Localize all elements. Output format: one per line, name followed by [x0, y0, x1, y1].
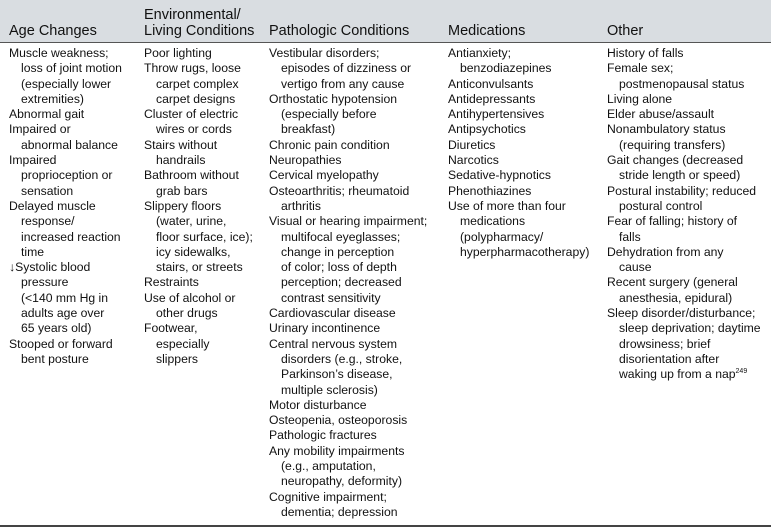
- entry-line: handrails: [156, 153, 206, 168]
- footnote-reference: 249: [735, 368, 748, 376]
- risk-factor-entry: [269, 46, 445, 92]
- entry-line: Urinary incontinence: [269, 321, 381, 336]
- risk-factor-entry: [9, 199, 139, 260]
- entry-line: Elder abuse/assault: [607, 107, 715, 122]
- entry-line: Phenothiazines: [448, 183, 532, 198]
- entry-line: anesthesia, epidural): [619, 290, 733, 305]
- entry-line: arthritis: [281, 198, 321, 213]
- entry-line: contrast sensitivity: [281, 290, 381, 305]
- header-other: [607, 0, 767, 42]
- risk-factor-entry: [607, 122, 771, 153]
- entry-line: Antihypertensives: [448, 107, 545, 122]
- column-age-changes: [9, 46, 139, 367]
- entry-line: especially: [156, 336, 210, 351]
- entry-line: Abnormal gait: [9, 107, 85, 122]
- risk-factor-entry: [607, 184, 771, 215]
- risk-factor-entry: [9, 122, 139, 153]
- entry-line: adults age over: [21, 306, 105, 321]
- entry-line: (especially lower: [21, 76, 112, 91]
- risk-factor-entry: [269, 444, 445, 490]
- entry-line: postural control: [619, 198, 703, 213]
- column-medications: [448, 46, 604, 260]
- column-other: [607, 46, 771, 383]
- risk-factor-entry: [269, 428, 445, 443]
- entry-line: drowsiness; brief: [619, 336, 711, 351]
- entry-line: sensation: [21, 183, 74, 198]
- entry-line: breakfast): [281, 122, 336, 137]
- header-line: Pathologic Conditions: [269, 23, 410, 39]
- entry-line: Fear of falling; history of: [607, 214, 738, 229]
- entry-line: Stairs without: [144, 137, 218, 152]
- header-line: Environmental/: [144, 7, 241, 23]
- risk-factor-entry: [269, 337, 445, 398]
- entry-line: vertigo from any cause: [281, 76, 405, 91]
- entry-line: Cluster of electric: [144, 107, 239, 122]
- entry-line: change in perception: [281, 244, 395, 259]
- risk-factor-entry: [269, 184, 445, 215]
- entry-line: Sedative-hypnotics: [448, 168, 551, 183]
- entry-line: neuropathy, deformity): [281, 474, 403, 489]
- risk-factor-entry: [607, 107, 771, 122]
- risk-factor-entry: [448, 184, 604, 199]
- entry-line: disorders (e.g., stroke,: [281, 351, 403, 366]
- risk-factor-entry: [607, 153, 771, 184]
- entry-line: Motor disturbance: [269, 397, 367, 412]
- entry-line: icy sidewalks,: [156, 244, 231, 259]
- entry-line: Vestibular disorders;: [269, 46, 380, 60]
- entry-line: Nonambulatory status: [607, 122, 726, 137]
- entry-line: (<140 mm Hg in: [21, 290, 109, 305]
- risk-factor-entry: [269, 490, 445, 521]
- risk-factor-entry: [607, 245, 771, 276]
- entry-line: other drugs: [156, 306, 218, 321]
- entry-line: increased reaction: [21, 229, 121, 244]
- entry-line: Use of alcohol or: [144, 290, 236, 305]
- risk-factor-entry: [448, 153, 604, 168]
- entry-line: History of falls: [607, 46, 684, 60]
- risk-factor-entry: [144, 291, 268, 322]
- entry-line: (especially before: [281, 107, 377, 122]
- entry-line: Restraints: [144, 275, 199, 290]
- entry-line: Sleep disorder/disturbance;: [607, 306, 756, 321]
- entry-line: Impaired or: [9, 122, 71, 137]
- header-line: Living Conditions: [144, 23, 255, 39]
- entry-line: wires or cords: [156, 122, 232, 137]
- entry-line: perception; decreased: [281, 275, 402, 290]
- entry-line: Osteopenia, osteoporosis: [269, 413, 408, 428]
- entry-line: Antipsychotics: [448, 122, 526, 137]
- risk-factor-entry: [9, 107, 139, 122]
- entry-line: floor surface, ice);: [156, 229, 253, 244]
- entry-line: falls: [619, 229, 641, 244]
- risk-factor-entry: [144, 46, 268, 61]
- header-line: Other: [607, 23, 644, 39]
- entry-line: carpet complex: [156, 76, 239, 91]
- entry-line: cause: [619, 260, 652, 275]
- entry-line: response/: [21, 214, 75, 229]
- entry-line: Dehydration from any: [607, 244, 724, 259]
- entry-line: Stooped or forward: [9, 336, 113, 351]
- risk-factor-entry: [269, 92, 445, 138]
- risk-factor-entry: [607, 61, 771, 92]
- header-pathologic: [269, 0, 444, 42]
- entry-line: stride length or speed): [619, 168, 741, 183]
- entry-line: Female sex;: [607, 61, 674, 76]
- entry-line: hyperpharmacotherapy): [460, 244, 590, 259]
- entry-line: Cardiovascular disease: [269, 306, 396, 321]
- risk-factor-entry: [448, 168, 604, 183]
- entry-line: (requiring transfers): [619, 137, 726, 152]
- entry-line: Antianxiety;: [448, 46, 512, 60]
- risk-factor-entry: [144, 168, 268, 199]
- entry-line: 65 years old): [21, 321, 92, 336]
- entry-line: Anticonvulsants: [448, 76, 534, 91]
- entry-line: Chronic pain condition: [269, 137, 390, 152]
- entry-line: Poor lighting: [144, 46, 212, 60]
- header-line: Medications: [448, 23, 526, 39]
- risk-factor-entry: [448, 138, 604, 153]
- risk-factor-entry: [144, 107, 268, 138]
- entry-line: Impaired: [9, 153, 57, 168]
- risk-factor-entry: [607, 306, 771, 382]
- risk-factor-entry: [607, 46, 771, 61]
- entry-line: ↓Systolic blood: [9, 260, 91, 275]
- entry-line: Cognitive impairment;: [269, 489, 387, 504]
- entry-line: grab bars: [156, 183, 208, 198]
- risk-factor-entry: [607, 275, 771, 306]
- entry-line: slippers: [156, 351, 198, 366]
- entry-line: Postural instability; reduced: [607, 183, 757, 198]
- entry-line: Orthostatic hypotension: [269, 91, 398, 106]
- entry-line: pressure: [21, 275, 69, 290]
- header-environmental: [144, 0, 264, 42]
- risk-factor-entry: [9, 337, 139, 368]
- risk-factor-entry: [269, 398, 445, 413]
- entry-line: bent posture: [21, 351, 89, 366]
- risk-factor-entry: [269, 306, 445, 321]
- risk-factor-entry: [144, 61, 268, 107]
- entry-line: (water, urine,: [156, 214, 227, 229]
- column-environmental: [144, 46, 268, 367]
- entry-line: Parkinson’s disease,: [281, 367, 393, 382]
- risk-factor-entry: [269, 153, 445, 168]
- risk-factor-entry: [144, 321, 268, 367]
- entry-line: sleep deprivation; daytime: [619, 321, 761, 336]
- risk-factor-entry: [9, 46, 139, 107]
- entry-line: Antidepressants: [448, 91, 536, 106]
- entry-line: Recent surgery (general: [607, 275, 738, 290]
- risk-factor-entry: [448, 46, 604, 77]
- entry-line: Pathologic fractures: [269, 428, 377, 443]
- entry-line: Visual or hearing impairment;: [269, 214, 428, 229]
- risk-factor-entry: [448, 122, 604, 137]
- entry-line: proprioception or: [21, 168, 113, 183]
- entry-line: episodes of dizziness or: [281, 61, 412, 76]
- entry-line: loss of joint motion: [21, 61, 122, 76]
- header-line: Age Changes: [9, 23, 97, 39]
- entry-line: Narcotics: [448, 153, 499, 168]
- entry-line: disorientation after: [619, 351, 720, 366]
- column-pathologic: [269, 46, 445, 520]
- risk-factor-entry: [269, 413, 445, 428]
- entry-line: abnormal balance: [21, 137, 118, 152]
- risk-factor-entry: [269, 168, 445, 183]
- entry-line: postmenopausal status: [619, 76, 745, 91]
- entry-line: waking up from a nap: [619, 367, 736, 382]
- entry-line: Throw rugs, loose: [144, 61, 241, 76]
- risk-factor-entry: [448, 92, 604, 107]
- entry-line: stairs, or streets: [156, 260, 243, 275]
- risk-factor-entry: [269, 214, 445, 306]
- entry-line: Bathroom without: [144, 168, 239, 183]
- entry-line: Muscle weakness;: [9, 46, 109, 60]
- entry-line: multiple sclerosis): [281, 382, 378, 397]
- entry-line: (e.g., amputation,: [281, 459, 376, 474]
- entry-line: carpet designs: [156, 91, 236, 106]
- entry-line: Central nervous system: [269, 336, 398, 351]
- entry-line: Diuretics: [448, 137, 496, 152]
- risk-factor-entry: [607, 92, 771, 107]
- entry-line: Living alone: [607, 91, 673, 106]
- entry-line: of color; loss of depth: [281, 260, 397, 275]
- risk-factor-entry: [144, 199, 268, 275]
- entry-line: benzodiazepines: [460, 61, 552, 76]
- risk-factor-entry: [448, 199, 604, 260]
- risk-factor-entry: [607, 214, 771, 245]
- entry-line: Footwear,: [144, 321, 198, 336]
- risk-factor-entry: [144, 138, 268, 169]
- entry-line: Use of more than four: [448, 198, 566, 213]
- entry-line: Cervical myelopathy: [269, 168, 379, 183]
- entry-line: Delayed muscle: [9, 198, 96, 213]
- entry-line: medications: [460, 214, 526, 229]
- entry-line: Neuropathies: [269, 153, 342, 168]
- risk-factor-entry: [9, 153, 139, 199]
- entry-line: Any mobility impairments: [269, 443, 405, 458]
- entry-line: extremities): [21, 91, 84, 106]
- header-rule: [0, 42, 771, 43]
- header-medications: [448, 0, 603, 42]
- entry-line: multifocal eyeglasses;: [281, 229, 401, 244]
- entry-line: Gait changes (decreased: [607, 153, 744, 168]
- risk-factor-entry: [448, 107, 604, 122]
- risk-factor-entry: [9, 260, 139, 336]
- entry-line: (polypharmacy/: [460, 229, 544, 244]
- entry-line: Slippery floors: [144, 198, 222, 213]
- header-age-changes: [9, 0, 134, 42]
- risk-factor-entry: [448, 77, 604, 92]
- risk-factor-entry: [269, 321, 445, 336]
- entry-line: time: [21, 244, 45, 259]
- entry-line: Osteoarthritis; rheumatoid: [269, 183, 410, 198]
- risk-factor-entry: [269, 138, 445, 153]
- risk-factor-entry: [144, 275, 268, 290]
- entry-line: dementia; depression: [281, 504, 398, 519]
